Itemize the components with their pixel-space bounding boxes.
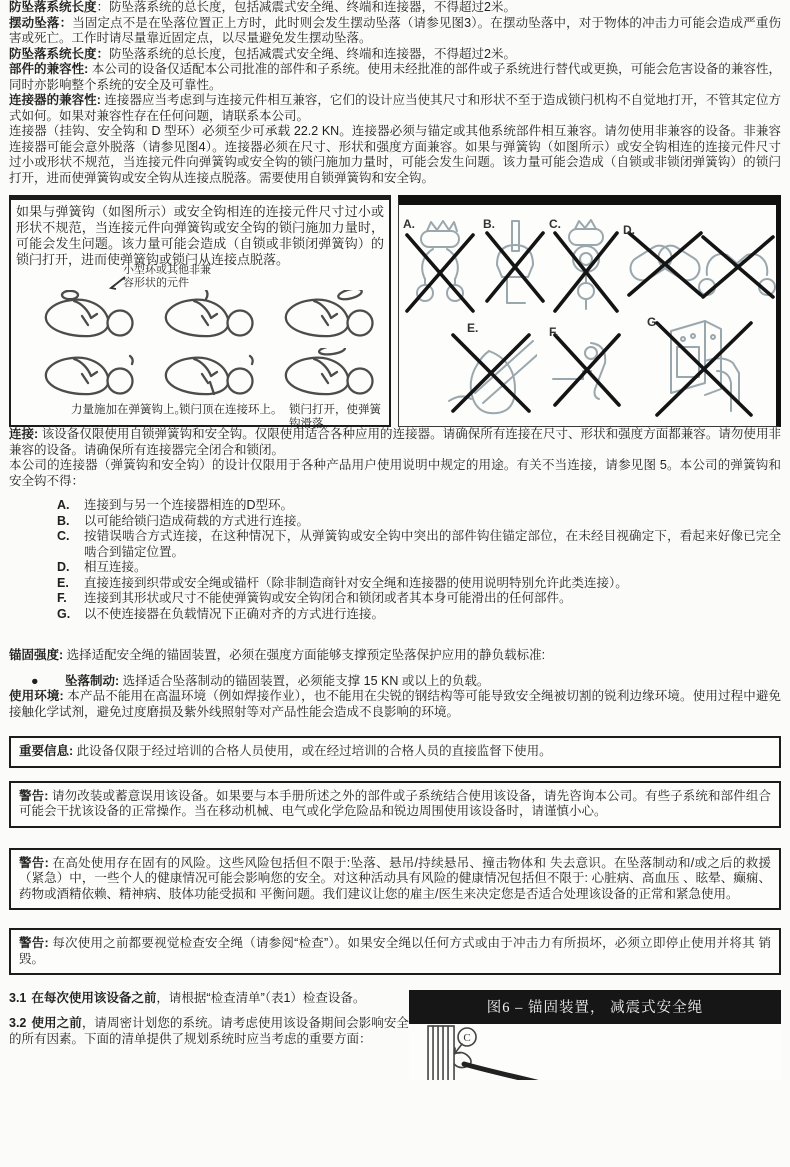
- step-3-2: 3.2 使用之前，请周密计划您的系统。请考虑使用该设备期间会影响安全的所有因素。下面的清单提供了规划系统时应当考虑的重要方面：: [9, 1016, 409, 1046]
- bullet-fall-arrest: [31, 674, 781, 690]
- figure5-item-g: G.: [647, 317, 765, 421]
- list-item: F. 连接到其形状或尺寸不能使弹簧钩或安全钩闭合和锁闭或者其本身可能滑出的任何部件。: [57, 591, 572, 605]
- x-mark-icon: [549, 327, 625, 411]
- paragraph-intended-use: 本公司的连接器（弹簧钩和安全钩）的设计仅限用于各种产品用户使用说明中规定的用途。有关不当连接，请参见图 5。本公司的弹簧钩和安全钩不得：: [9, 458, 781, 488]
- section-lead: 防坠落系统长度: [9, 0, 97, 14]
- warning-box-inspection: 警告: 每次使用之前都要视觉检查安全绳（请参阅“检查”）。如果安全绳以任何方式或由于冲击力有所损坏，必须立即停止使用并将其 销毁。: [9, 928, 781, 975]
- figure4-callout-label: 小型环或其他非兼容形状的元件: [123, 264, 211, 289]
- svg-text:C: C: [463, 1032, 471, 1044]
- section-lead: 防坠落系统长度：: [9, 46, 110, 61]
- anchorage-beam-sketch-icon: [409, 1024, 781, 1080]
- x-mark-icon: [403, 219, 477, 319]
- figure5-item-d: D.: [623, 225, 707, 301]
- paragraph-environment: 使用环境: 本产品不能用在高温环境（例如焊接作业），也不能用在尖锐的钢结构等可能导致安全绳被切割的锐利边缘环境。使用过程中避免接触化学试剂，避免过度磨损及紫外线照射等对产品性能会造成不良影响的环境。: [9, 689, 781, 719]
- warning-box-health-risks: 警告: 在高处使用存在固有的风险。这些风险包括但不限于:坠落、悬吊/持续悬吊、撞击物体和 失去意识。在坠落制动和/或之后的救援（紧急）中，一些个人的健康情况可能会影响您的安全。对这种活动具有风险的健康情况包括但不限于: 心脏病、高血压 、眩晕、癫痫、药物或酒精依赖、精神病、肢体功能受损和 平衡问题。我们建议让您的雇主/医生来决定您是否适合处理该设备的正常和紧急使用。: [9, 848, 781, 911]
- paragraph-system-length: 防坠落系统长度：防坠落系统的总长度，包括减震式安全绳、终端和连接器，不得超过2米。: [9, 46, 516, 61]
- x-mark-icon: [647, 317, 765, 421]
- prohibited-connections-list: [57, 498, 781, 622]
- paragraph-anchorage-strength: 锚固强度: 选择适配安全绳的锚固装置，必须在强度方面能够支撑预定坠落保护应用的静负载标准:: [9, 648, 546, 662]
- important-info-box: 重要信息: 此设备仅限于经过培训的合格人员使用，或在经过培训的合格人员的直接监督下使用。: [9, 736, 781, 768]
- figure6-illustration: [409, 1024, 781, 1080]
- paragraph-connection: 连接: 该设备仅限使用自锁弹簧钩和安全钩。仅限使用适合各种应用的连接器。请确保所有连接在尺寸、形状和强度方面都兼容。请勿使用非兼容的设备。请确保所有连接器完全闭合和锁闭。: [9, 427, 781, 457]
- bullet-dot: ●: [31, 673, 39, 688]
- section-lead: 部件的兼容性:: [9, 62, 89, 76]
- section-lead: 连接:: [9, 427, 39, 441]
- figure6-box: [409, 990, 781, 1080]
- paragraph-connector-compatibility: 连接器的兼容性: 连接器应当考虑到与连接元件相互兼容，它们的设计应当使其尺寸和形状不至于造成锁闩机构不自觉地打开，不管其定位方式如何。如果对兼容性存在任何问题，请联系本公司。: [9, 93, 781, 123]
- figure4-note: 如果与弹簧钩（如图所示）或安全钩相连的连接元件尺寸过小或形状不规范，当连接元件向弹簧钩或安全钩的锁闩施加力量时，可能会发生问题。该力量可能会造成（自锁或非锁闭弹簧钩）的锁闩打开，进而使弹簧钩或锁闩从连接点脱落。: [16, 204, 384, 267]
- x-mark-icon: [483, 219, 547, 311]
- list-item: E. 直接连接到织带或安全绳或锚杆（除非制造商针对安全绳和连接器的使用说明特别允许此类连接）。: [57, 575, 628, 590]
- figure6-title-banner: 图6 – 锚固装置， 减震式安全绳: [409, 990, 781, 1024]
- paragraph-system-length-clipped: 防坠落系统长度：防坠落系统的总长度，包括减震式安全绳、终端和连接器，不得超过2米。: [9, 0, 516, 14]
- section-lead: 连接器的兼容性:: [9, 93, 101, 107]
- figure4-caption: 锁闩打开，使弹簧钩滑落。: [289, 404, 381, 430]
- figure5-item-f: F.: [549, 327, 625, 411]
- bottom-section: [9, 990, 781, 1080]
- list-item: G. 以不使连接器在负载情况下正确对齐的方式进行连接。: [57, 606, 385, 621]
- list-item: C. 按错误啮合方式连接，在这种情况下，从弹簧钩或安全钩中突出的部件钩住锚定部位，在未经目视确定下，看起来好像已完全啮合到锚定位置。: [57, 529, 781, 559]
- section-lead: 摆动坠落：: [9, 15, 73, 30]
- figure5-item-a: A.: [403, 219, 477, 319]
- snap-hook-icon: [273, 348, 379, 400]
- snap-hook-icon: [273, 290, 379, 342]
- figure5-item-e: E.: [445, 323, 537, 417]
- list-item: A. 连接到与另一个连接器相连的D型环。: [57, 498, 294, 512]
- section-lead: 锚固强度:: [9, 648, 64, 662]
- figure4-caption: 锁闩顶在连接环上。: [179, 404, 283, 416]
- step-3-1: 3.1 在每次使用该设备之前，请根据“检查清单”（表1）检查设备。: [9, 991, 366, 1005]
- warning-box-misuse: 警告: 请勿改装或蓄意误用该设备。如果要与本手册所述之外的部件或子系统结合使用该设备，请先咨询本公司。有些子系统和部件组合可能会干扰该设备的正常操作。当在移动机械、电气或化学危险品和锐边周围使用该设备时，请谨慎小心。: [9, 781, 781, 828]
- figure4-caption: 力量施加在弹簧钩上。: [71, 404, 186, 416]
- list-item: B. 以可能给锁闩造成荷载的方式进行连接。: [57, 513, 310, 528]
- paragraph-swing-fall: 摆动坠落：当固定点不是在坠落位置正上方时，此时则会发生摆动坠落（请参见图3）。在摆动坠落中，对于物体的冲击力可能会造成严重伤害或死亡。工作时请尽量靠近固定点，以尽量避免发生摆动坠落。: [9, 15, 781, 45]
- figure4-illustration: [11, 264, 389, 430]
- figure5-item-b: B.: [483, 219, 547, 311]
- paragraph-component-compatibility: 部件的兼容性: 本公司的设备仅适配本公司批准的部件和子系统。使用未经批准的部件或子系统进行替代或更换，可能会危害设备的兼容性，同时亦影响整个系统的安全及可靠性。: [9, 62, 781, 92]
- paragraph-connector-strength: 连接器（挂钩、安全钩和 D 型环）必须至少可承载 22.2 KN。连接器必须与锚定或其他系统部件相互兼容。请勿使用非兼容的设备。非兼容连接器可能会意外脱落（请参见图4）。连接器必须在尺寸、形状和强度方面兼容。如果与弹簧钩（如图所示）或安全钩相连的连接元件尺寸过小或形状不规范，当连接元件向弹簧钩或安全钩的锁闩施加力量时，可能会发生问题。该力量可能会造成（自锁或非锁闭弹簧钩）的锁闩打开，进而使弹簧钩或安全钩从连接点脱落。需要使用自锁弹簧钩和安全钩。: [9, 124, 781, 185]
- figure-row: [9, 195, 781, 430]
- figure5-box: [398, 195, 781, 427]
- snap-hook-icon: [33, 290, 139, 342]
- figure5-item-hook-to-hook: [695, 231, 779, 301]
- snap-hook-icon: [153, 348, 259, 400]
- bullet-text: 坠落制动: 选择适合坠落制动的锚固装置，必须能支撑 15 KN 或以上的负载。: [65, 673, 490, 688]
- x-mark-icon: [695, 231, 779, 301]
- x-mark-icon: [549, 219, 623, 319]
- snap-hook-icon: [33, 348, 139, 400]
- snap-hook-icon: [153, 290, 259, 342]
- x-mark-icon: [445, 323, 537, 417]
- figure5-item-c: C.: [549, 219, 623, 319]
- figure4-box: [9, 195, 391, 430]
- section-lead: 使用环境:: [9, 689, 64, 703]
- steps-column: [9, 990, 409, 1080]
- list-item: D. 相互连接。: [57, 560, 147, 574]
